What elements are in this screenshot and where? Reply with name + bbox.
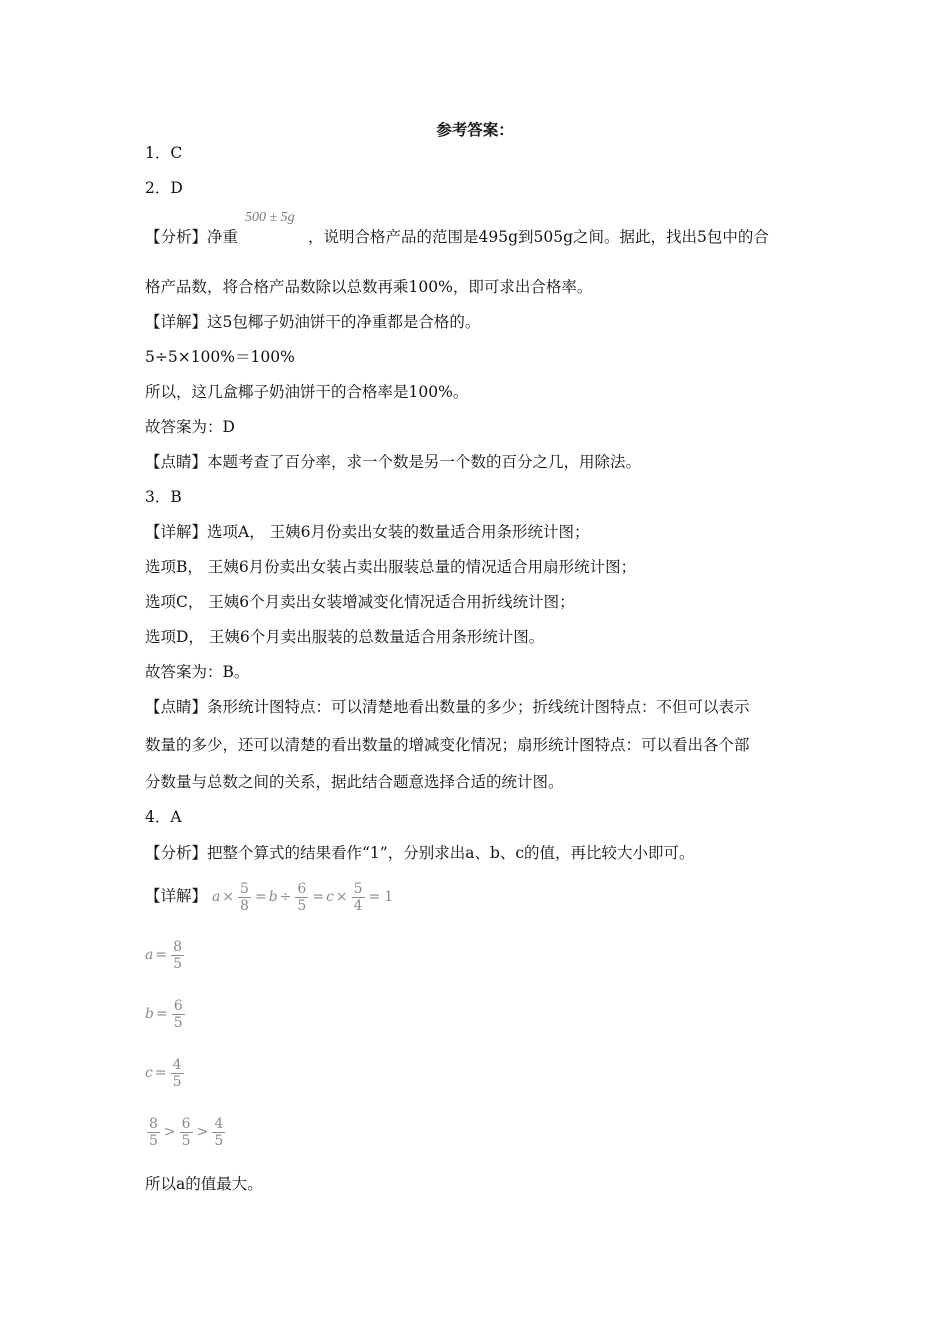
analysis-2-line1 xyxy=(145,227,769,247)
detail-3-c: 选项C， 王姨6个月卖出女装增减变化情况适合用折线统计图； xyxy=(145,593,575,611)
net-weight-formula: 500 ± 5g xyxy=(245,210,295,225)
analysis-2-prefix: 【分析】净重 xyxy=(145,228,239,246)
answer-2: 2．D xyxy=(145,179,183,197)
comment-3-line1: 【点睛】条形统计图特点：可以清楚地看出数量的多少；折线统计图特点：不但可以表示 xyxy=(145,698,750,716)
analysis-2-line2: 格产品数，将合格产品数除以总数再乘100%，即可求出合格率。 xyxy=(145,278,593,296)
detail-3-b: 选项B， 王姨6月份卖出女装占卖出服装总量的情况适合用扇形统计图； xyxy=(145,558,637,576)
comparison: $\frac{8}{5}$ > $\frac{6}{5}$ > $\frac{4}{5}$ xyxy=(149,1115,224,1149)
page-title: 参考答案： xyxy=(436,120,514,139)
value-a: a = $\frac{8}{5}$ xyxy=(145,938,183,972)
answer-4: 4．A xyxy=(145,808,182,826)
conclusion-4: 所以a的值最大。 xyxy=(145,1175,263,1193)
detail-4-label: 【详解】 xyxy=(145,887,208,905)
fraction-b: $\frac{6}{5}$ xyxy=(173,997,183,1031)
conclusion-2: 所以，这几盒椰子奶油饼干的合格率是100%。 xyxy=(145,383,469,401)
comment-3-line3: 分数量与总数之间的关系，据此结合题意选择合适的统计图。 xyxy=(145,773,564,791)
detail-4-equation: 【详解】 a × $\frac{5}{8}$ = b ÷ $\frac{6}{5}$ = c × $\frac{5}{4}$ = 1 xyxy=(145,880,394,914)
answer-3: 3．B xyxy=(145,488,182,506)
detail-3-a: 【详解】选项A， 王姨6月份卖出女装的数量适合用条形统计图； xyxy=(145,523,590,541)
fraction-5-4: $\frac{5}{4}$ xyxy=(353,880,363,914)
value-b: b = $\frac{6}{5}$ xyxy=(145,997,183,1031)
fraction-6-5: $\frac{6}{5}$ xyxy=(297,880,307,914)
answer-text-2: 故答案为：D xyxy=(145,418,235,436)
comment-2: 【点睛】本题考查了百分率，求一个数是另一个数的百分之几，用除法。 xyxy=(145,453,642,471)
fraction-c: $\frac{4}{5}$ xyxy=(172,1056,182,1090)
analysis-2-text: ，说明合格产品的范围是495g到505g之间。据此，找出5包中的合 xyxy=(308,228,769,246)
answer-1: 1．C xyxy=(145,144,183,162)
value-c: c = $\frac{4}{5}$ xyxy=(145,1056,182,1090)
fraction-5-8: $\frac{5}{8}$ xyxy=(240,880,249,914)
detail-2: 【详解】这5包椰子奶油饼干的净重都是合格的。 xyxy=(145,313,481,331)
comment-3-line2: 数量的多少，还可以清楚的看出数量的增减变化情况；扇形统计图特点：可以看出各个部 xyxy=(145,736,750,754)
detail-3-d: 选项D， 王姨6个月卖出服装的总数量适合用条形统计图。 xyxy=(145,628,545,646)
analysis-4: 【分析】把整个算式的结果看作“1”，分别求出a、b、c的值，再比较大小即可。 xyxy=(145,844,695,862)
fraction-a: $\frac{8}{5}$ xyxy=(173,938,183,972)
calc-2: 5÷5×100%＝100% xyxy=(145,348,295,366)
answer-text-3: 故答案为：B。 xyxy=(145,663,250,681)
